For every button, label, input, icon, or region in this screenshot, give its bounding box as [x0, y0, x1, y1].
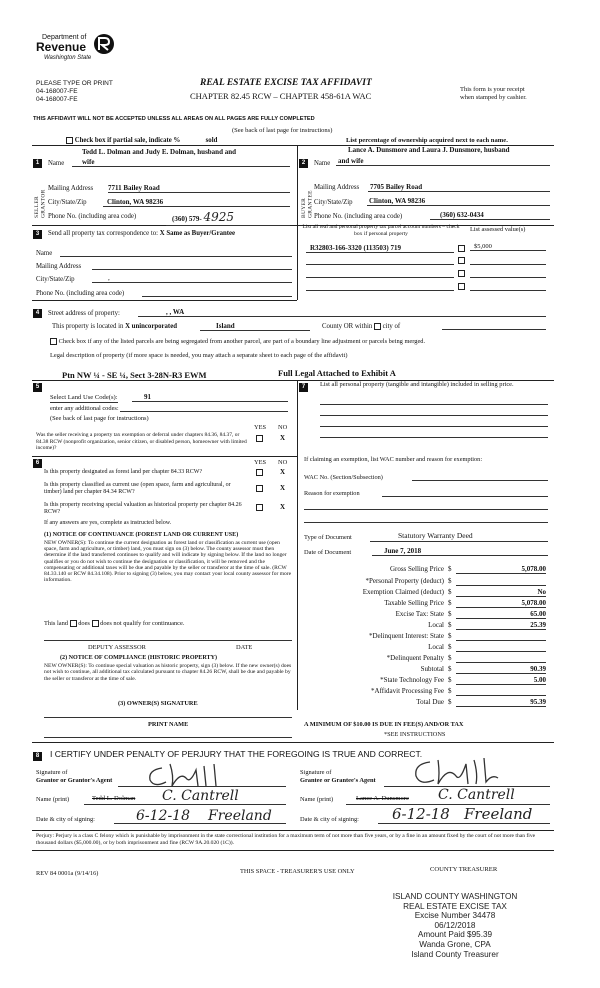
buyer-name-line2: and wife: [336, 157, 550, 166]
fee-label: Total Due: [416, 698, 444, 706]
corr-mailing-label: Mailing Address: [36, 263, 82, 270]
grantee-date-handwritten: 6-12-18: [392, 805, 450, 823]
fee-row-interest-state: [300, 632, 546, 643]
fee-currency: $: [448, 698, 452, 706]
additional-codes-field[interactable]: [120, 404, 288, 412]
segregated-row: [50, 338, 425, 345]
exemption-question: Was the seller receiving a property tax exemption or deferral under chapters 84.36, 84.37, or 84.38 RCW (nonprofit organization, senior citizen, or disabled person, homeowner with limited income)?: [36, 432, 247, 452]
section-7-badge: 7: [299, 383, 308, 392]
fee-label: Local: [428, 621, 444, 629]
section5-see-back: (See back of last page for instructions): [50, 415, 149, 422]
fee-label: Excise Tax: State: [395, 610, 444, 618]
assessed-value: $5,000: [470, 243, 546, 251]
parcel-1-checkbox[interactable]: [458, 245, 465, 252]
grantee-name-field[interactable]: [346, 787, 550, 805]
reason-field-3[interactable]: [304, 517, 548, 523]
fee-value: No: [456, 588, 546, 597]
wac-label: WAC No. (Section/Subsection): [304, 474, 383, 481]
partial-sale-label: Check box if partial sale, indicate %: [74, 137, 181, 145]
stamp-line-4: 06/12/2018: [434, 920, 476, 930]
segregated-label: Check box if any of the listed parcels are being segregated from another parcel, are part of a boundary line adjustment or parcels being merged.: [58, 338, 426, 345]
personal-property-line-1[interactable]: [320, 400, 548, 405]
forest-yes-checkbox[interactable]: [256, 469, 263, 476]
county-treasurer-label: COUNTY TREASURER: [430, 866, 498, 873]
fee-currency: $: [448, 599, 452, 607]
print-name-label: PRINT NAME: [148, 721, 189, 728]
parcel-number: R32803-166-3320 (113503) 719: [306, 244, 454, 253]
fee-currency: $: [448, 565, 452, 573]
grantor-sig-of: Signature of: [36, 769, 68, 776]
logo-line3: Washington State: [44, 55, 92, 61]
fee-label: *State Technology Fee: [380, 676, 444, 684]
street-label: Street address of property:: [48, 310, 120, 317]
grantor-date-label: Date & city of signing:: [36, 816, 95, 823]
buyer-phone-label: Phone No. (including area code): [314, 213, 403, 220]
county-or-label: County OR within: [322, 323, 373, 331]
fee-label: *Personal Property (deduct): [365, 577, 444, 585]
fee-row-total: [300, 698, 546, 709]
city-of-field[interactable]: [442, 322, 546, 330]
grantee-date-field[interactable]: [378, 806, 550, 824]
fee-value: 95.39: [456, 698, 546, 707]
fee-currency: $: [448, 610, 452, 618]
fee-row-penalty: [300, 654, 546, 665]
fee-value: 25.39: [456, 621, 546, 630]
fee-currency: $: [448, 621, 452, 629]
grantee-date-label: Date & city of signing:: [300, 816, 359, 823]
grantee-name-handwritten: C. Cantrell: [438, 787, 515, 803]
perjury-rule-bottom: [32, 850, 554, 851]
land-use-code: 91: [132, 393, 288, 402]
fee-value: 5,078.00: [456, 565, 546, 574]
buyer-mailing-label: Mailing Address: [314, 184, 360, 191]
doc-type: Statutory Warranty Deed: [370, 532, 548, 542]
grantor-signature-label: [36, 769, 112, 785]
current-use-question: Is this property classified as current use (open space, farm and agricultural, or timber) land per chapter 84.34 RCW?: [44, 482, 231, 495]
fee-currency: $: [448, 687, 452, 695]
grantor-signature-icon: [140, 758, 250, 790]
perjury-rule-top: [32, 830, 554, 831]
parcel-2-field[interactable]: [306, 257, 454, 265]
fee-label: Gross Selling Price: [389, 565, 444, 573]
seller-name-line1: Tedd L. Dolman and Judy E. Dolman, husband and: [82, 148, 237, 156]
logo-mark-icon: [92, 32, 116, 56]
fee-row-gross: [300, 565, 546, 576]
receipt-note-2: when stamped by cashier.: [460, 94, 527, 101]
fee-value: [456, 687, 546, 696]
section-1-badge: 1: [33, 159, 42, 168]
stamp-line-2: REAL ESTATE EXCISE TAX: [403, 901, 507, 911]
owner-signature-label: (3) OWNER(S) SIGNATURE: [118, 700, 198, 707]
does-not-label: does not qualify for continuance.: [100, 620, 185, 627]
does-checkbox[interactable]: [70, 620, 77, 627]
seller-buyer-divider: [297, 145, 298, 225]
corr-city-field[interactable]: [92, 274, 292, 283]
logo-line1: Department of: [42, 34, 87, 41]
stamp-line-7: Island County Treasurer: [411, 949, 499, 959]
parcel-4-field[interactable]: [306, 283, 454, 291]
fee-value: 65.00: [456, 610, 546, 619]
same-as-buyer: X Same as Buyer/Grantee: [159, 230, 236, 237]
grantor-date-handwritten: 6-12-18: [136, 808, 190, 824]
parcel-header: List all real and personal property tax parcel account numbers – check box if personal property: [302, 224, 460, 237]
section-8-badge: 8: [33, 752, 42, 761]
section5-no-mark: X: [280, 434, 286, 442]
buyer-mailing: 7705 Bailey Road: [368, 183, 550, 192]
section-5-badge: 5: [33, 383, 42, 392]
receipt-note-1: This form is your receipt: [460, 86, 525, 93]
stamp-line-3: Excise Number 34478: [414, 911, 496, 921]
fee-label: *Delinquent Interest: State: [368, 632, 444, 640]
street-address: , , WA: [138, 308, 546, 317]
historic-no-mark: X: [280, 503, 286, 511]
fee-row-processing-fee: [300, 687, 546, 698]
section5-no-header: NO: [278, 424, 288, 431]
buyer-name-line1: Lance A. Dunsmore and Laura J. Dunsmore, husband: [348, 146, 510, 154]
corr-name-field[interactable]: [60, 249, 292, 257]
dor-logo: [36, 31, 126, 67]
buyer-city: Clinton, WA 98236: [367, 197, 550, 206]
does-label: does: [78, 620, 90, 627]
section-2-badge: 2: [299, 159, 308, 168]
current-use-yes-checkbox[interactable]: [256, 485, 263, 492]
grantee-agent-label: Grantee or Grantee's Agent: [300, 777, 376, 784]
fee-value: [456, 654, 546, 663]
seller-name-label: Name: [48, 160, 65, 167]
additional-codes-label: enter any additional codes:: [50, 405, 119, 412]
section6-no-header: NO: [278, 459, 288, 466]
form-title: REAL ESTATE EXCISE TAX AFFIDAVIT: [200, 78, 372, 88]
county-value: Island: [200, 322, 310, 331]
fee-label: Exemption Claimed (deduct): [362, 588, 444, 596]
personal-property-label: List all personal property (tangible and intangible) included in selling price.: [320, 381, 514, 388]
fee-row-tech-fee: [300, 676, 546, 687]
seller-phone-handwritten: 4925: [203, 210, 235, 224]
grantee-city-handwritten: Freeland: [464, 805, 533, 823]
this-land-row: [44, 620, 184, 627]
deputy-date-label: DATE: [236, 644, 253, 651]
section-5-bottom-rule: [32, 456, 297, 457]
legal-description: Ptn NW ¼ - SE ¼, Sect 3-28N-R3 EWM: [62, 370, 207, 380]
grantor-name-handwritten: C. Cantrell: [162, 788, 239, 804]
doc-date-label: Date of Document: [304, 549, 352, 556]
reason-field[interactable]: [382, 489, 548, 497]
fee-label: Subtotal: [420, 665, 444, 673]
does-not-checkbox[interactable]: [92, 620, 99, 627]
doc-type-label: Type of Document: [304, 534, 352, 541]
this-land-label: This land: [44, 620, 68, 627]
section6-yes-header: YES: [254, 459, 267, 466]
seller-mailing-label: Mailing Address: [48, 185, 94, 192]
seller-city: Clinton, WA 98236: [103, 198, 290, 207]
ownership-percentage-note: List percentage of ownership acquired next to each name.: [346, 137, 508, 144]
buyer-side-label: BUYER GRANTEE: [301, 190, 314, 218]
logo-line2: Revenue: [36, 40, 87, 54]
please-type: PLEASE TYPE OR PRINT: [36, 80, 113, 87]
ref-number-1: 04-168007-FE: [36, 88, 78, 95]
fee-label: *Affidavit Processing Fee: [371, 687, 444, 695]
fee-value: [456, 632, 546, 641]
seller-phone: [166, 211, 290, 226]
personal-property-line-4[interactable]: [320, 433, 548, 438]
stamp-line-6: Wanda Grone, CPA: [419, 939, 491, 949]
fee-row-subtotal: [300, 665, 546, 676]
grantee-signature-label: [300, 769, 376, 785]
partial-sale-checkbox[interactable]: [66, 137, 73, 144]
located-label: This property is located in: [52, 323, 124, 330]
corr-mailing-field[interactable]: [92, 262, 292, 270]
historic-question: Is this property receiving special valuation as historical property per chapter 84.26 RCW?: [44, 502, 242, 515]
section-4-badge: 4: [33, 309, 42, 318]
if-yes-note: If any answers are yes, complete as instructed below.: [44, 520, 172, 526]
seller-city-label: City/State/Zip: [48, 199, 87, 206]
city-of-checkbox[interactable]: [374, 323, 381, 330]
grantee-name-typed: Lance A. Dunsmore: [356, 795, 409, 802]
grantee-sig-of: Signature of: [300, 769, 332, 776]
ref-number-2: 04-168007-FE: [36, 96, 78, 103]
personal-property-line-3[interactable]: [320, 422, 548, 427]
fee-currency: $: [448, 577, 452, 585]
fee-row-personal: [300, 577, 546, 588]
fee-currency: $: [448, 665, 452, 673]
section-3-divider: [297, 225, 298, 300]
city-of-label: city of: [382, 323, 401, 331]
seller-phone-label: Phone No. (including area code): [48, 213, 137, 220]
certify-statement: I CERTIFY UNDER PENALTY OF PERJURY THAT THE FOREGOING IS TRUE AND CORRECT.: [50, 749, 423, 759]
current-use-no-mark: X: [280, 484, 286, 492]
exemption-label: If claiming an exemption, list WAC number and reason for exemption:: [304, 456, 483, 463]
send-correspondence-row: [48, 230, 235, 238]
land-use-label: Select Land Use Code(s):: [50, 394, 118, 401]
segregated-checkbox[interactable]: [50, 338, 57, 345]
fee-row-excise-local: [300, 621, 546, 632]
corr-phone-field[interactable]: [142, 289, 292, 297]
seller-phone-typed: (360) 579-: [172, 215, 202, 223]
grantor-name-label: Name (print): [36, 796, 70, 803]
reason-field-2[interactable]: [304, 504, 548, 510]
forest-no-mark: X: [280, 468, 286, 476]
minimum-fee-note: A MINIMUM OF $10.00 IS DUE IN FEE(S) AND/OR TAX: [304, 721, 464, 728]
corr-phone-label: Phone No. (including area code): [36, 290, 125, 297]
grantee-name-label: Name (print): [300, 796, 334, 803]
forest-land-question: Is this property designated as forest land per chapter 84.33 RCW?: [44, 469, 203, 475]
seller-side-label: SELLER GRANTOR: [34, 189, 47, 218]
doc-date: June 7, 2018: [372, 547, 548, 556]
see-back-instructions: (See back of last page for instructions): [232, 127, 333, 134]
send-label: Send all property tax correspondence to:: [48, 230, 159, 237]
fee-currency: $: [448, 643, 452, 651]
section5-yes-header: YES: [254, 424, 267, 431]
fee-value: 5,078.00: [456, 599, 546, 608]
grantor-city-handwritten: Freeland: [208, 808, 272, 824]
section-7-bottom-rule: [32, 742, 554, 743]
fee-currency: $: [448, 654, 452, 662]
grantee-signature-icon: [404, 754, 514, 788]
section5-yes-checkbox[interactable]: [256, 435, 263, 442]
fee-row-excise-state: [300, 610, 546, 621]
corr-city-value: ,: [108, 274, 110, 282]
fee-value: [456, 643, 546, 652]
buyer-name-label: Name: [314, 160, 331, 167]
assessed-header: List assessed value(s): [470, 226, 526, 233]
fee-value: 5.00: [456, 676, 546, 685]
deputy-assessor-label: DEPUTY ASSESSOR: [88, 644, 146, 651]
fee-currency: $: [448, 676, 452, 684]
fee-value: [456, 577, 546, 586]
stamp-line-1: ISLAND COUNTY WASHINGTON: [392, 892, 518, 901]
owner-signature-line[interactable]: [44, 710, 292, 718]
fee-label: Taxable Selling Price: [384, 599, 444, 607]
unincorporated: X unincorporated: [125, 323, 177, 330]
sold-label: sold: [205, 137, 218, 145]
assessed-2-field[interactable]: [470, 257, 546, 265]
notice2-title: (2) NOTICE OF COMPLIANCE (HISTORIC PROPERTY): [60, 655, 218, 661]
corr-city-label: City/State/Zip: [36, 276, 75, 283]
county-or-row: [322, 323, 400, 331]
fee-row-exemption: [300, 588, 546, 599]
lower-middle-divider: [297, 380, 298, 710]
treasurer-stamp: [370, 892, 540, 959]
parcel-3-field[interactable]: [306, 270, 454, 278]
assessed-3-field[interactable]: [470, 270, 546, 278]
treasurer-use-label: THIS SPACE - TREASURER'S USE ONLY: [240, 868, 355, 875]
grantor-agent-label: Grantor or Grantor's Agent: [36, 777, 113, 784]
grantor-date-field[interactable]: [114, 808, 286, 824]
stamp-line-5: Amount Paid $95.39: [417, 930, 493, 940]
parcel-3-checkbox[interactable]: [458, 270, 465, 277]
fee-value: 90.39: [456, 665, 546, 674]
fee-label: *Delinquent Penalty: [386, 654, 444, 662]
seller-name-line2: wife: [72, 158, 290, 167]
legal-desc-label: Legal description of property (if more space is needed, you may attach a separate sheet to each page of the affidavit): [50, 352, 348, 359]
notice1-title: (1) NOTICE OF CONTINUANCE (FOREST LAND OR CURRENT USE): [44, 532, 239, 538]
historic-yes-checkbox[interactable]: [256, 504, 263, 511]
perjury-statement: Perjury: Perjury is a class C felony which is punishable by imprisonment in the state correctional institution for a maximum term of not more than five years, or by a fine in an amount fixed by the court of not more than five thousand dollars ($5,000.00), or by both imprisonment and fine (RCW 9A.20.020 (1C)).: [36, 833, 536, 846]
wac-field[interactable]: [412, 473, 548, 481]
form-subtitle: CHAPTER 82.45 RCW – CHAPTER 458-61A WAC: [190, 91, 372, 101]
corr-name-label: Name: [36, 250, 53, 257]
notice1-body: NEW OWNER(S): To continue the current designation as forest land or classification as current use (open space, farm and agriculture, or timber) land, you must sign on (3) below. The county assessor must then determine if the land transferred continues to qualify and will indicate by signing below. If the land no longer qualifies or you do not wish to continue the designation or classification, it will be removed and the compensating or additional taxes will be due and payable by the seller or transferor at the time of sale. (RCW 84.33.140 or RCW 84.34.108). Prior to signing (3) below, you may contact your local county assessor for more information.: [44, 540, 292, 584]
parcel-4-checkbox[interactable]: [458, 283, 465, 290]
partial-sale-row: [66, 137, 217, 145]
fee-currency: $: [448, 588, 452, 596]
personal-property-line-2[interactable]: [320, 411, 548, 416]
see-instructions: *SEE INSTRUCTIONS: [384, 731, 446, 738]
section-3-badge: 3: [33, 230, 42, 239]
buyer-phone: (360) 632-0434: [430, 211, 550, 220]
fee-label: Local: [428, 643, 444, 651]
section-3-bottom-rule: [32, 300, 297, 301]
form-revision: REV 84 0001a (9/14/16): [36, 870, 99, 877]
fee-currency: $: [448, 632, 452, 640]
fee-row-interest-local: [300, 643, 546, 654]
reason-label: Reason for exemption: [304, 490, 360, 497]
located-row: [52, 323, 177, 331]
notice2-body: NEW OWNER(S): To continue special valuation as historic property, sign (3) below. If the new owner(s) does not wish to continue, all additional tax calculated pursuant to chapter 84.26 RCW, shall be due and payable by the seller or transferor at the time of sale.: [44, 663, 292, 682]
seller-mailing: 7711 Bailey Road: [108, 184, 290, 193]
legal-attached: Full Legal Attached to Exhibit A: [278, 368, 396, 378]
assessed-4-field[interactable]: [470, 283, 546, 291]
grantor-name-field[interactable]: [84, 788, 286, 805]
parcel-2-checkbox[interactable]: [458, 257, 465, 264]
warning-banner: THIS AFFIDAVIT WILL NOT BE ACCEPTED UNLESS ALL AREAS ON ALL PAGES ARE FULLY COMPLETED: [33, 116, 315, 122]
print-name-line[interactable]: [44, 732, 292, 738]
grantor-name-typed: Tedd L. Dolman: [92, 795, 136, 802]
fee-row-taxable: [300, 599, 546, 610]
deputy-assessor-line[interactable]: [44, 637, 292, 641]
buyer-city-label: City/State/Zip: [314, 199, 353, 206]
section-6-badge: 6: [33, 459, 42, 468]
